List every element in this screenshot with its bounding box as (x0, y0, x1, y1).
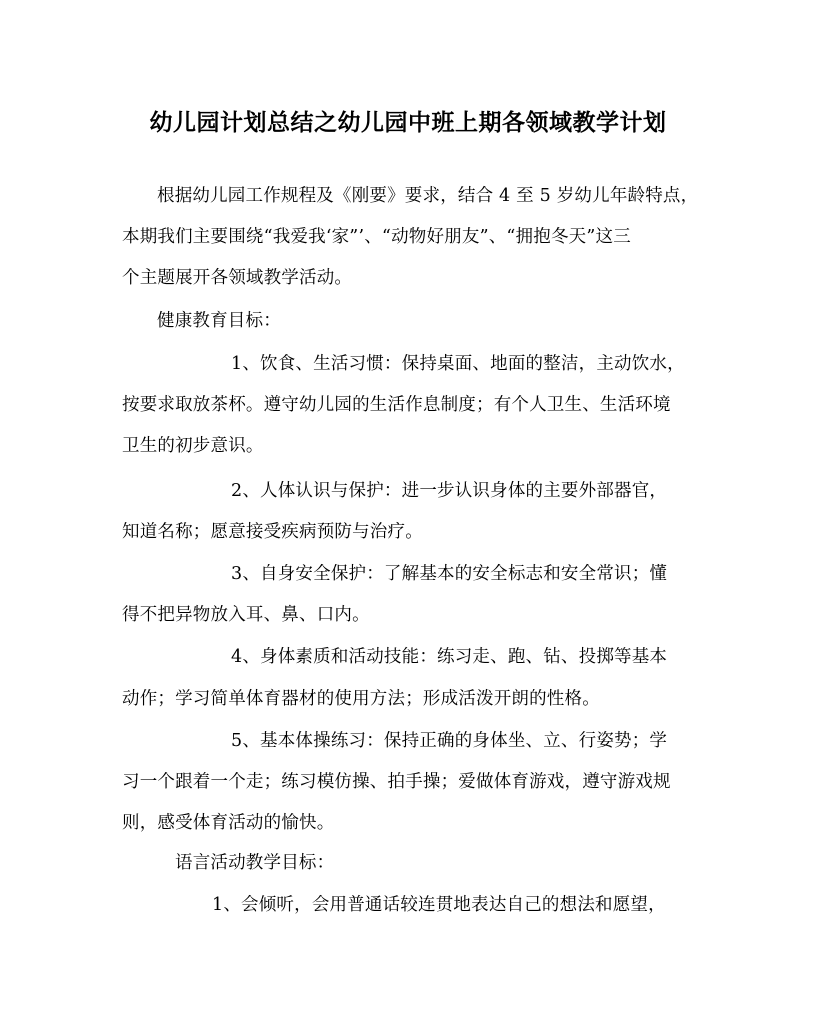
health-item-5-line-3: 则，感受体育活动的愉快。 (122, 813, 335, 833)
intro-line-3: 个主题展开各领域教学活动。 (122, 268, 353, 288)
intro-line-2: 本期我们主要围绕“我爱我‘家”’、“动物好朋友”、“拥抱冬天”这三 (122, 227, 631, 247)
health-item-1-line-2: 按要求取放茶杯。遵守幼儿园的生活作息制度；有个人卫生、生活环境 (122, 395, 671, 415)
health-item-4-line-1: 4、身体素质和活动技能：练习走、跑、钻、投掷等基本 (231, 647, 668, 667)
health-item-5-line-1: 5、基本体操练习：保持正确的身体坐、立、行姿势；学 (231, 731, 668, 751)
health-heading: 健康教育目标： (157, 311, 281, 331)
health-item-1-line-3: 卫生的初步意识。 (122, 436, 264, 456)
language-item-1-line-1: 1、会倾听，会用普通话较连贯地表达自己的想法和愿望， (212, 895, 666, 915)
health-item-2-line-2: 知道名称；愿意接受疾病预防与治疗。 (122, 522, 423, 542)
health-item-5-line-2: 习一个跟着一个走；练习模仿操、拍手操；爱做体育游戏，遵守游戏规 (122, 772, 671, 792)
health-item-4-line-2: 动作；学习简单体育器材的使用方法；形成活泼开朗的性格。 (122, 689, 600, 709)
intro-line-1: 根据幼儿园工作规程及《刚要》要求，结合 4 至 5 岁幼儿年龄特点， (157, 186, 699, 206)
language-heading: 语言活动教学目标： (175, 853, 335, 873)
health-item-1-line-1: 1、饮食、生活习惯：保持桌面、地面的整洁，主动饮水， (231, 354, 685, 374)
health-item-3-line-1: 3、自身安全保护：了解基本的安全标志和安全常识；懂 (231, 564, 668, 584)
document-title: 幼儿园计划总结之幼儿园中班上期各领域教学计划 (149, 109, 667, 136)
health-item-2-line-1: 2、人体认识与保护：进一步认识身体的主要外部器官， (231, 481, 668, 501)
health-item-3-line-2: 得不把异物放入耳、鼻、口内。 (122, 605, 370, 625)
